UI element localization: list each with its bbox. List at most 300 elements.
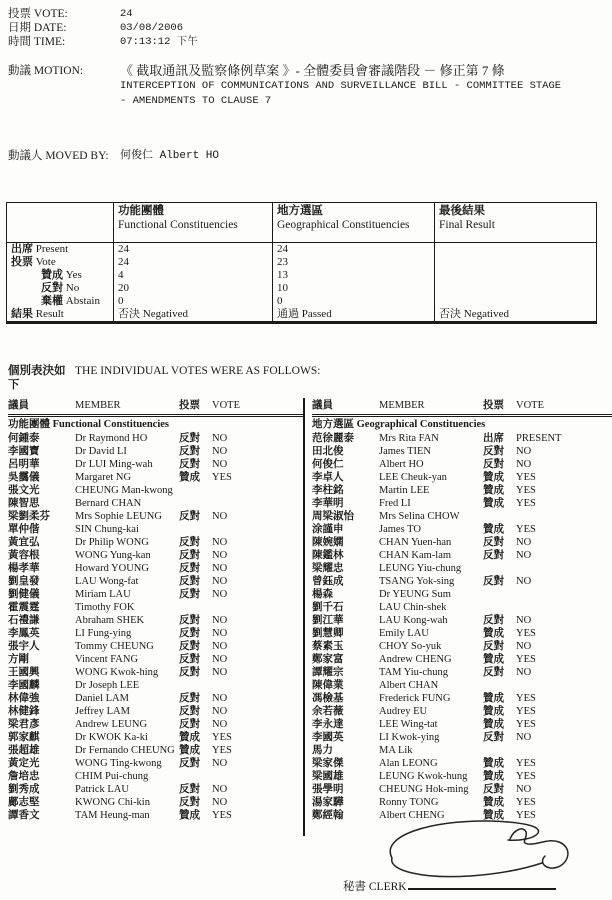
- vote-row: [312, 692, 612, 705]
- member-name-en: Albert CHAN: [379, 679, 439, 691]
- member-name-zh: 范徐麗泰: [312, 432, 354, 444]
- member-name-en: Dr KWOK Ka-ki: [75, 731, 148, 743]
- member-vote-zh: 反對: [483, 666, 504, 678]
- member-vote-zh: 反對: [179, 783, 200, 795]
- member-name-zh: 周梁淑怡: [312, 510, 354, 522]
- member-vote-en: YES: [516, 653, 536, 665]
- member-name-zh: 梁國雄: [312, 770, 344, 782]
- member-vote-en: NO: [212, 549, 228, 561]
- member-name-en: Emily LAU: [379, 627, 429, 639]
- member-name-zh: 譚香文: [8, 809, 40, 821]
- vote-row: [312, 575, 612, 588]
- vote-row: [8, 562, 303, 575]
- functional-vote-rows: [8, 432, 303, 822]
- member-vote-en: [212, 497, 303, 510]
- member-vote-en: NO: [516, 575, 532, 587]
- member-name-zh: 李國麟: [8, 679, 40, 691]
- member-vote-zh: 反對: [179, 653, 200, 665]
- clerk-signature-line: [408, 878, 556, 890]
- member-name-en: Daniel LAM: [75, 692, 129, 704]
- member-name-zh: 劉皇發: [8, 575, 40, 587]
- header-vote-zh: 投票: [179, 400, 200, 411]
- member-vote-zh: [179, 770, 212, 783]
- member-name-zh: 梁君彥: [8, 718, 40, 730]
- moved-by-value: 何俊仁 Albert HO: [120, 150, 220, 162]
- summary-row-label: [7, 269, 114, 282]
- member-name-zh: 何俊仁: [312, 458, 344, 470]
- member-name-en: CHOY So-yuk: [379, 640, 442, 652]
- member-vote-zh: 贊成: [179, 471, 200, 483]
- member-name-en: Andrew LEUNG: [75, 718, 148, 730]
- member-name-zh: 黃容根: [8, 549, 40, 561]
- vote-row: [8, 627, 303, 640]
- member-vote-zh: 反對: [179, 432, 200, 444]
- vote-row: [312, 653, 612, 666]
- vote-row: [8, 523, 303, 536]
- vote-row: [312, 588, 612, 601]
- member-name-en: LEUNG Kwok-hung: [379, 770, 468, 782]
- member-vote-zh: 反對: [483, 783, 504, 795]
- member-name-en: CHAN Yuen-han: [379, 536, 452, 548]
- member-name-en: Patrick LAU: [75, 783, 129, 795]
- vote-row: [312, 666, 612, 679]
- member-vote-en: NO: [212, 692, 228, 704]
- member-name-en: Frederick FUNG: [379, 692, 451, 704]
- vote-row: [8, 705, 303, 718]
- meta-field-label: 時間 TIME:: [8, 36, 66, 48]
- member-vote-zh: 贊成: [483, 718, 504, 730]
- member-vote-en: NO: [516, 614, 532, 626]
- member-vote-zh: [483, 588, 516, 601]
- member-vote-en: YES: [516, 497, 536, 509]
- member-vote-zh: 反對: [483, 731, 504, 743]
- member-vote-zh: 反對: [179, 627, 200, 639]
- member-name-en: Albert CHENG: [379, 809, 445, 821]
- summary-col-geographical: [273, 203, 435, 243]
- member-vote-zh: 贊成: [483, 692, 504, 704]
- member-vote-en: NO: [516, 536, 532, 548]
- member-vote-en: NO: [212, 562, 228, 574]
- member-name-zh: 何鍾泰: [8, 432, 40, 444]
- meta-field-row: [8, 35, 612, 49]
- member-name-en: TAM Heung-man: [75, 809, 150, 821]
- member-vote-en: [212, 601, 303, 614]
- member-vote-zh: [483, 679, 516, 692]
- member-vote-zh: 反對: [179, 666, 200, 678]
- member-name-zh: 劉慧卿: [312, 627, 344, 639]
- vote-row: [312, 601, 612, 614]
- member-vote-zh: 贊成: [483, 705, 504, 717]
- member-name-en: Dr Philip WONG: [75, 536, 149, 548]
- member-name-en: Abraham SHEK: [75, 614, 145, 626]
- vote-row: [8, 796, 303, 809]
- vote-row: [312, 484, 612, 497]
- summary-row-label-zh: 投票: [11, 256, 33, 268]
- member-vote-zh: 反對: [483, 575, 504, 587]
- member-name-zh: 李卓人: [312, 471, 344, 483]
- member-name-zh: 梁耀忠: [312, 562, 344, 574]
- member-vote-zh: 反對: [179, 614, 200, 626]
- member-vote-zh: 反對: [179, 692, 200, 704]
- summary-col-geographical-en: Geographical Constituencies: [277, 219, 410, 231]
- clerk-label-block: [343, 878, 556, 894]
- motion-label: 動議 MOTION:: [8, 65, 84, 77]
- vote-row: [8, 601, 303, 614]
- member-vote-zh: 贊成: [483, 809, 504, 821]
- vote-row: [8, 770, 303, 783]
- member-name-zh: 陳鑑林: [312, 549, 344, 561]
- vote-row: [312, 705, 612, 718]
- member-vote-en: YES: [516, 718, 536, 730]
- summary-row-label-zh: 贊成: [41, 269, 63, 281]
- member-name-zh: 馮檢基: [312, 692, 344, 704]
- summary-row: [7, 269, 597, 282]
- member-name-en: LAU Kong-wah: [379, 614, 448, 626]
- member-name-en: WONG Yung-kan: [75, 549, 151, 561]
- vote-row: [312, 783, 612, 796]
- member-name-en: Vincent FANG: [75, 653, 139, 665]
- member-name-zh: 劉江華: [312, 614, 344, 626]
- vote-row: [8, 757, 303, 770]
- member-vote-zh: 反對: [179, 588, 200, 600]
- member-vote-en: NO: [516, 458, 532, 470]
- vote-row: [312, 627, 612, 640]
- moved-by-label: 動議人 MOVED BY:: [8, 150, 109, 162]
- member-vote-zh: [179, 484, 212, 497]
- vote-row: [8, 692, 303, 705]
- member-vote-en: PRESENT: [516, 432, 562, 444]
- member-vote-en: [212, 679, 303, 692]
- member-vote-zh: 出席: [483, 432, 504, 444]
- member-name-en: Mrs Sophie LEUNG: [75, 510, 162, 522]
- member-name-zh: 張超雄: [8, 744, 40, 756]
- member-name-zh: 呂明華: [8, 458, 40, 470]
- member-vote-zh: [179, 497, 212, 510]
- motion-text-en-line1: INTERCEPTION OF COMMUNICATIONS AND SURVEILLANCE BILL - COMMITTEE STAGE: [120, 80, 562, 92]
- summary-row: [7, 282, 597, 295]
- member-vote-zh: 反對: [179, 705, 200, 717]
- member-name-en: MA Lik: [379, 744, 413, 756]
- member-name-zh: 霍震霆: [8, 601, 40, 613]
- member-name-en: Martin LEE: [379, 484, 430, 496]
- vote-row: [312, 770, 612, 783]
- header-vote-zh: 投票: [483, 400, 504, 411]
- member-vote-zh: 反對: [179, 445, 200, 457]
- header-member-en: MEMBER: [75, 400, 121, 411]
- meta-field-value: 24: [120, 8, 133, 20]
- member-name-zh: 陳婉嫻: [312, 536, 344, 548]
- individual-votes-title: [8, 364, 612, 392]
- member-name-zh: 楊孝華: [8, 562, 40, 574]
- member-name-zh: 梁劉柔芬: [8, 510, 50, 522]
- summary-functional-value: 24: [114, 243, 273, 257]
- member-vote-zh: [179, 523, 212, 536]
- vote-row: [312, 497, 612, 510]
- member-vote-en: YES: [516, 471, 536, 483]
- vote-row: [8, 510, 303, 523]
- summary-row-label-zh: 棄權: [41, 295, 63, 307]
- vote-row: [312, 757, 612, 770]
- summary-row-label-zh: 反對: [41, 282, 63, 294]
- vote-row: [312, 549, 612, 562]
- summary-table: [6, 202, 597, 324]
- member-vote-zh: [483, 601, 516, 614]
- member-vote-zh: 反對: [179, 575, 200, 587]
- meta-fields: [0, 0, 612, 49]
- member-vote-zh: 反對: [179, 718, 200, 730]
- member-name-zh: 方剛: [8, 653, 29, 665]
- summary-geographical-value: 13: [273, 269, 435, 282]
- member-name-en: Jeffrey LAM: [75, 705, 130, 717]
- motion-text-zh: 《 截取通訊及監察條例草案 》- 全體委員會審議階段 － 修正第 7 條: [120, 63, 505, 78]
- summary-row-label: [7, 308, 114, 323]
- member-vote-en: NO: [516, 731, 532, 743]
- member-name-zh: 曾鈺成: [312, 575, 344, 587]
- member-name-zh: 李國寶: [8, 445, 40, 457]
- member-vote-zh: 反對: [179, 458, 200, 470]
- member-vote-zh: [483, 562, 516, 575]
- vote-row: [312, 614, 612, 627]
- member-vote-en: YES: [516, 484, 536, 496]
- vote-row: [8, 718, 303, 731]
- vote-row: [312, 445, 612, 458]
- vote-row: [312, 432, 612, 445]
- member-name-en: LEUNG Yiu-chung: [379, 562, 462, 574]
- member-vote-en: [516, 744, 612, 757]
- member-name-en: Mrs Selina CHOW: [379, 510, 460, 522]
- member-name-zh: 劉健儀: [8, 588, 40, 600]
- summary-col-functional: [114, 203, 273, 243]
- summary-col-functional-en: Functional Constituencies: [118, 219, 238, 231]
- member-vote-zh: 反對: [483, 549, 504, 561]
- member-name-zh: 田北俊: [312, 445, 344, 457]
- header-vote-en: VOTE: [212, 400, 240, 411]
- member-vote-en: NO: [212, 432, 228, 444]
- member-name-zh: 李鳳英: [8, 627, 40, 639]
- votes-column-header: [8, 398, 303, 417]
- summary-functional-value: 20: [114, 282, 273, 295]
- member-vote-en: YES: [516, 627, 536, 639]
- member-vote-en: [212, 523, 303, 536]
- member-name-en: Dr LUI Ming-wah: [75, 458, 153, 470]
- member-vote-zh: 反對: [179, 536, 200, 548]
- member-name-en: Albert HO: [379, 458, 424, 470]
- vote-row: [312, 471, 612, 484]
- member-name-zh: 湯家驊: [312, 796, 344, 808]
- member-vote-zh: 反對: [483, 536, 504, 548]
- member-name-en: WONG Kwok-hing: [75, 666, 159, 678]
- meta-field-value: 07:13:12 下午: [120, 36, 198, 48]
- moved-by-block: [8, 149, 612, 164]
- member-name-zh: 黃宜弘: [8, 536, 40, 548]
- vote-row: [312, 718, 612, 731]
- member-vote-zh: 贊成: [483, 770, 504, 782]
- summary-corner-cell: [7, 203, 114, 243]
- vote-row: [8, 432, 303, 445]
- member-name-en: LAU Chin-shek: [379, 601, 447, 613]
- summary-row: [7, 243, 597, 257]
- header-member-en: MEMBER: [379, 400, 425, 411]
- summary-row: [7, 308, 597, 323]
- functional-votes-column: [0, 398, 303, 822]
- member-name-en: Tommy CHEUNG: [75, 640, 154, 652]
- member-vote-zh: 贊成: [483, 523, 504, 535]
- member-vote-zh: 贊成: [483, 484, 504, 496]
- member-name-zh: 蔡素玉: [312, 640, 344, 652]
- vote-row: [8, 445, 303, 458]
- member-name-en: LI Kwok-ying: [379, 731, 440, 743]
- member-vote-en: NO: [212, 718, 228, 730]
- member-vote-zh: 反對: [483, 640, 504, 652]
- meta-field-row: [8, 7, 612, 21]
- member-name-en: Fred LI: [379, 497, 411, 509]
- member-name-en: CHIM Pui-chung: [75, 770, 149, 782]
- member-vote-en: YES: [212, 744, 232, 756]
- member-name-en: Dr Raymond HO: [75, 432, 148, 444]
- summary-geographical-value: 10: [273, 282, 435, 295]
- member-name-en: CHEUNG Man-kwong: [75, 484, 173, 496]
- geographical-section-header: 地方選區 Geographical Constituencies: [312, 419, 486, 430]
- vote-row: [312, 458, 612, 471]
- vote-row: [8, 614, 303, 627]
- member-name-en: Audrey EU: [379, 705, 428, 717]
- member-vote-en: NO: [212, 627, 228, 639]
- member-vote-en: NO: [212, 796, 228, 808]
- member-name-zh: 張文光: [8, 484, 40, 496]
- member-name-zh: 李永達: [312, 718, 344, 730]
- member-vote-en: NO: [516, 445, 532, 457]
- member-vote-en: YES: [212, 809, 232, 821]
- member-name-en: Dr Joseph LEE: [75, 679, 140, 691]
- member-vote-en: YES: [516, 705, 536, 717]
- vote-row: [8, 588, 303, 601]
- summary-geographical-value: 通過 Passed: [273, 308, 435, 323]
- summary-col-geographical-zh: 地方選區: [277, 205, 323, 217]
- summary-row-label-zh: 結果: [11, 308, 33, 320]
- member-vote-zh: 反對: [179, 549, 200, 561]
- member-name-zh: 林偉強: [8, 692, 40, 704]
- member-name-en: LI Fung-ying: [75, 627, 132, 639]
- summary-row: [7, 295, 597, 308]
- member-vote-zh: 反對: [483, 458, 504, 470]
- member-name-en: Andrew CHENG: [379, 653, 452, 665]
- summary-col-final-result: [435, 203, 597, 243]
- member-vote-en: [212, 770, 303, 783]
- vote-row: [8, 809, 303, 822]
- member-vote-en: NO: [212, 640, 228, 652]
- summary-functional-value: 否決 Negatived: [114, 308, 273, 323]
- member-name-en: Ronny TONG: [379, 796, 439, 808]
- individual-votes-columns: [0, 398, 612, 836]
- member-vote-zh: 贊成: [483, 653, 504, 665]
- member-vote-en: YES: [516, 770, 536, 782]
- vote-row: [8, 666, 303, 679]
- member-vote-zh: 反對: [179, 510, 200, 522]
- member-vote-en: NO: [212, 445, 228, 457]
- member-vote-zh: 贊成: [483, 757, 504, 769]
- summary-final-value: [435, 269, 597, 282]
- member-name-zh: 石禮謙: [8, 614, 40, 626]
- member-vote-en: [516, 510, 612, 523]
- summary-final-value: [435, 282, 597, 295]
- member-name-en: Howard YOUNG: [75, 562, 149, 574]
- member-name-zh: 涂謹申: [312, 523, 344, 535]
- summary-row: [7, 256, 597, 269]
- summary-final-value: [435, 295, 597, 308]
- member-vote-zh: 反對: [483, 445, 504, 457]
- member-name-en: Miriam LAU: [75, 588, 131, 600]
- member-name-zh: 鄺志堅: [8, 796, 40, 808]
- summary-row-label: [7, 295, 114, 308]
- member-name-zh: 劉秀成: [8, 783, 40, 795]
- member-vote-en: NO: [212, 666, 228, 678]
- vote-row: [8, 536, 303, 549]
- vote-row: [8, 549, 303, 562]
- vote-row: [312, 731, 612, 744]
- vote-row: [312, 744, 612, 757]
- member-vote-zh: 反對: [179, 562, 200, 574]
- summary-row-label-en: Abstain: [65, 295, 100, 307]
- member-name-zh: 楊森: [312, 588, 333, 600]
- member-vote-en: NO: [212, 653, 228, 665]
- member-vote-en: [516, 588, 612, 601]
- member-name-zh: 陳智思: [8, 497, 40, 509]
- vote-row: [8, 679, 303, 692]
- member-name-zh: 吳靄儀: [8, 471, 40, 483]
- member-name-en: WONG Ting-kwong: [75, 757, 162, 769]
- summary-final-value: [435, 256, 597, 269]
- vote-row: [312, 510, 612, 523]
- summary-geographical-value: 0: [273, 295, 435, 308]
- member-name-en: LAU Wong-fat: [75, 575, 139, 587]
- member-name-en: CHAN Kam-lam: [379, 549, 452, 561]
- member-name-zh: 單仲偕: [8, 523, 40, 535]
- geographical-votes-column: [303, 398, 612, 836]
- member-vote-zh: 贊成: [483, 497, 504, 509]
- header-vote-en: VOTE: [516, 400, 544, 411]
- motion-text: [120, 62, 561, 109]
- member-vote-en: [516, 601, 612, 614]
- member-name-zh: 馬力: [312, 744, 333, 756]
- member-vote-en: NO: [516, 549, 532, 561]
- member-name-en: James TIEN: [379, 445, 432, 457]
- vote-row: [8, 484, 303, 497]
- vote-row: [312, 523, 612, 536]
- summary-row-label-en: No: [65, 282, 80, 294]
- member-vote-en: NO: [212, 588, 228, 600]
- member-vote-zh: 反對: [179, 640, 200, 652]
- motion-text-en-line2: - AMENDMENTS TO CLAUSE 7: [120, 95, 272, 107]
- member-name-zh: 王國興: [8, 666, 40, 678]
- vote-row: [312, 796, 612, 809]
- member-vote-en: NO: [212, 575, 228, 587]
- member-vote-zh: [179, 679, 212, 692]
- member-vote-en: YES: [516, 757, 536, 769]
- member-vote-en: NO: [212, 783, 228, 795]
- member-name-zh: 鄭經翰: [312, 809, 344, 821]
- member-vote-en: NO: [212, 458, 228, 470]
- vote-row: [8, 575, 303, 588]
- member-name-zh: 張學明: [312, 783, 344, 795]
- member-vote-en: YES: [516, 796, 536, 808]
- member-name-en: Margaret NG: [75, 471, 132, 483]
- member-vote-zh: 反對: [179, 796, 200, 808]
- member-name-zh: 余若薇: [312, 705, 344, 717]
- member-vote-zh: 贊成: [179, 809, 200, 821]
- vote-row: [312, 679, 612, 692]
- member-name-zh: 張宇人: [8, 640, 40, 652]
- member-name-zh: 譚耀宗: [312, 666, 344, 678]
